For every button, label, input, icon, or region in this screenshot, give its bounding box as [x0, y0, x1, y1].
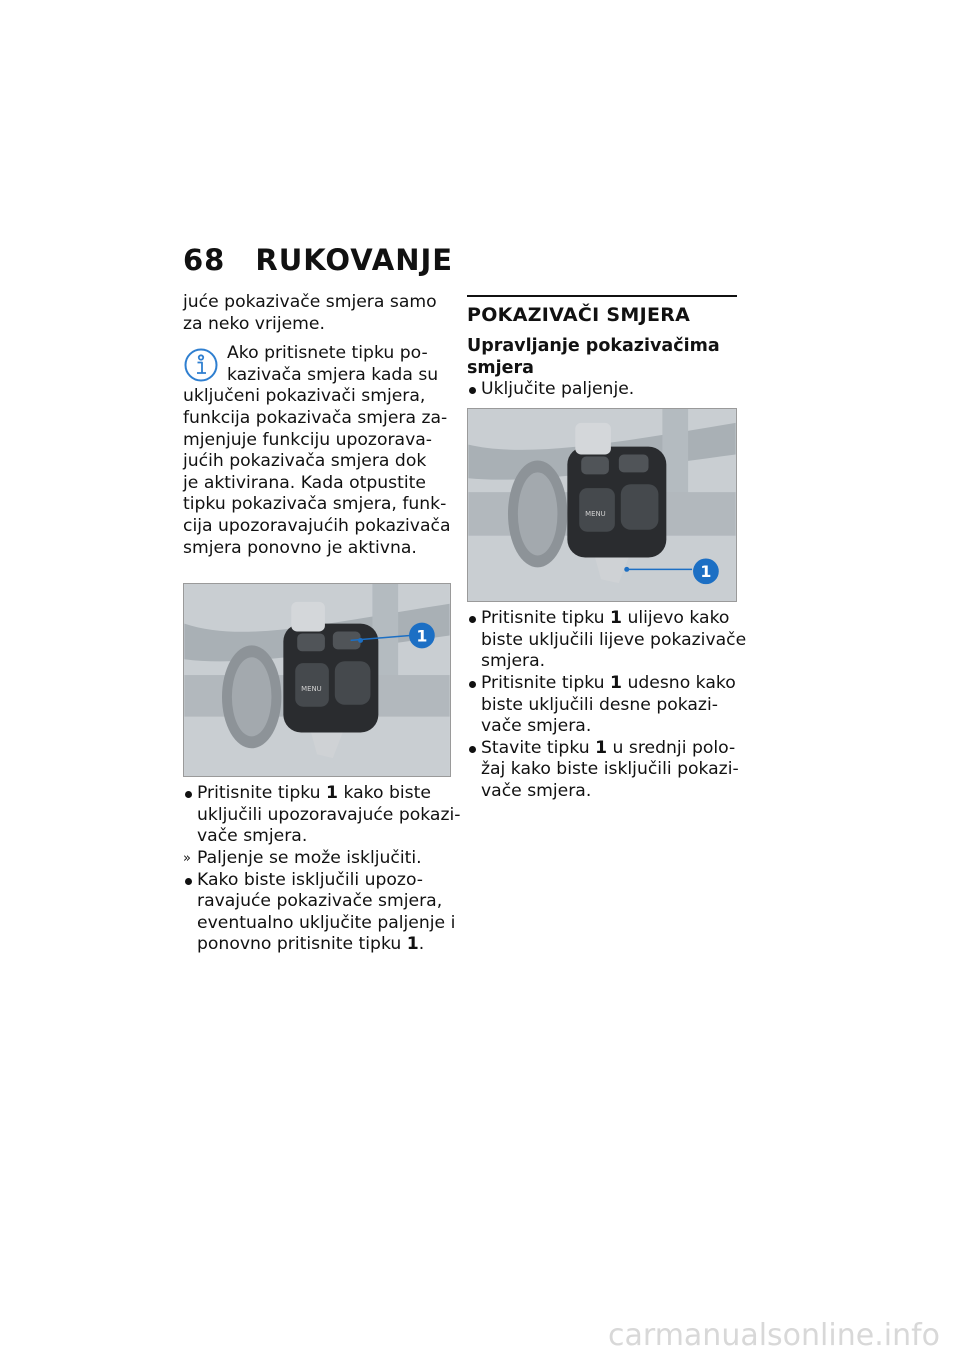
- note-line: jućih pokazivača smjera dok: [183, 451, 427, 472]
- figure-callout: 1: [700, 562, 712, 582]
- result-item: [183, 848, 451, 870]
- step-item: [467, 608, 747, 673]
- result-mark: »: [183, 850, 191, 866]
- section-divider: [467, 295, 737, 297]
- step-ref: 1: [595, 737, 608, 758]
- note-line: smjera ponovno je aktivna.: [183, 537, 417, 558]
- step-text: biste uključili lijeve pokazivače: [481, 629, 747, 650]
- step-text: .: [418, 934, 425, 955]
- note-line: uključeni pokazivači smjera,: [183, 386, 426, 407]
- note-line: kazivača smjera kada su: [227, 364, 439, 385]
- handlebar-switch-figure: [183, 583, 451, 777]
- page-number: 68: [183, 243, 226, 277]
- result-text: Paljenje se može isključiti.: [197, 847, 422, 868]
- page-title: RUKOVANJE: [255, 243, 454, 277]
- step-item: [467, 379, 737, 401]
- step-text: žaj kako biste isključili pokazi-: [481, 759, 739, 780]
- step-ref: 1: [326, 783, 338, 804]
- menu-label: MENU: [301, 685, 322, 694]
- step-text: ponovno pritisnite tipku: [197, 934, 407, 955]
- figure-callout: 1: [416, 626, 428, 646]
- section-title: POKAZIVAČI SMJERA: [467, 304, 691, 326]
- step-text: eventualno uključite paljenje i: [197, 912, 456, 933]
- step-text: udesno kako: [622, 672, 736, 693]
- subsection-title-line: smjera: [467, 357, 534, 378]
- intro-line: za neko vrijeme.: [183, 313, 325, 334]
- step-text: vače smjera.: [481, 716, 592, 737]
- step-text: Pritisnite tipku: [197, 783, 327, 804]
- step-text: vače smjera.: [197, 826, 308, 847]
- note-line: Ako pritisnete tipku po-: [227, 343, 428, 364]
- steps-list: [467, 608, 747, 802]
- step-ref: 1: [610, 608, 622, 629]
- step-text: ulijevo kako: [622, 608, 730, 629]
- step-item: [183, 783, 461, 848]
- step-text: Uključite paljenje.: [481, 378, 635, 399]
- menu-label: MENU: [585, 510, 606, 519]
- page-header: [183, 243, 453, 277]
- step-text: Stavite tipku: [481, 737, 596, 758]
- info-icon: [183, 347, 219, 383]
- step-item: [467, 738, 737, 803]
- step-text: ravajuće pokazivače smjera,: [197, 891, 443, 912]
- subsection-title: [467, 335, 737, 379]
- step-text: uključili upozoravajuće pokazi-: [197, 804, 461, 825]
- intro-line: juće pokazivače smjera samo: [183, 292, 437, 312]
- step-text: u srednji polo-: [607, 737, 736, 758]
- step-item: [183, 869, 456, 956]
- note-line: cija upozoravajućih pokazivača: [183, 515, 451, 536]
- step-text: Kako biste isključili upozo-: [197, 869, 423, 890]
- turn-signal-switch-figure: [467, 408, 737, 602]
- note-line: mjenjuje funkciju upozorava-: [183, 429, 432, 450]
- step-item: [467, 673, 737, 738]
- note-line: je aktivirana. Kada otpustite: [183, 472, 426, 493]
- step-text: kako biste: [338, 783, 431, 804]
- step-ref: 1: [610, 672, 622, 693]
- step-text: Pritisnite tipku: [481, 608, 611, 629]
- note-line: funkcija pokazivača smjera za-: [183, 407, 448, 428]
- note-line: tipku pokazivača smjera, funk-: [183, 494, 447, 515]
- step-text: smjera.: [481, 651, 546, 672]
- step-text: vače smjera.: [481, 780, 592, 801]
- steps-list: [183, 783, 461, 956]
- info-note: [183, 343, 451, 559]
- step-text: Pritisnite tipku: [481, 672, 611, 693]
- subsection-title-line: Upravljanje pokazivačima: [467, 335, 720, 356]
- right-column: [467, 292, 747, 803]
- step-text: biste uključili desne pokazi-: [481, 694, 718, 715]
- step-ref: 1: [406, 934, 419, 955]
- left-column: [183, 292, 461, 956]
- watermark: carmanualsonline.info: [608, 1318, 940, 1353]
